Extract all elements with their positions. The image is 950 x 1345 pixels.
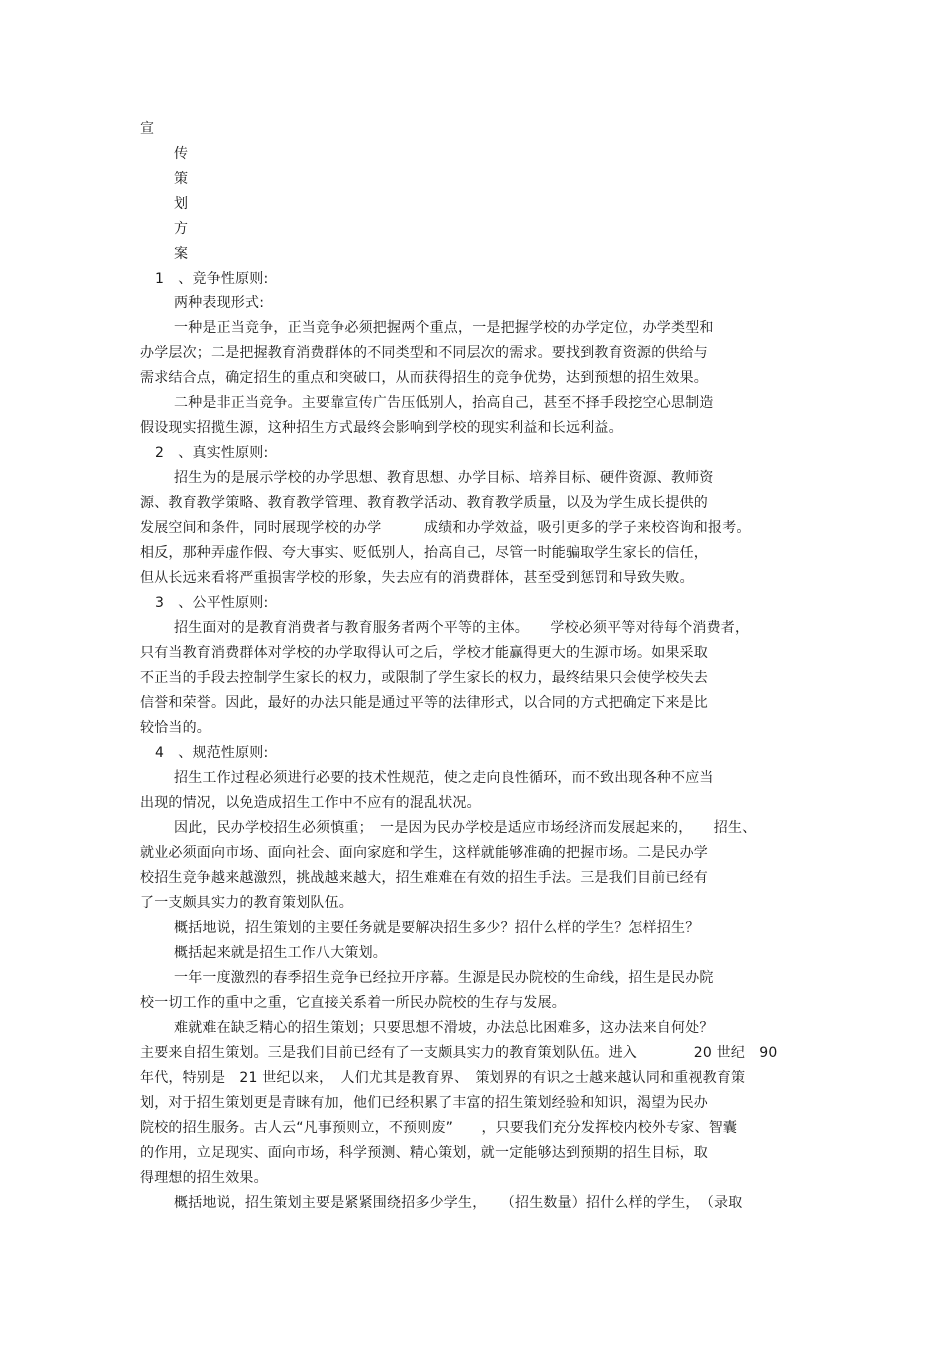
text-line: 招生为的是展示学校的办学思想、教育思想、办学目标、培养目标、硬件资源、教师资 — [174, 470, 714, 486]
title-char: 策 — [174, 171, 189, 187]
text-line: 办学层次；二是把握教育消费群体的不同类型和不同层次的需求。要找到教育资源的供给与 — [140, 345, 708, 361]
text-line: 一年一度激烈的春季招生竞争已经拉开序幕。生源是民办院校的生命线，招生是民办院 — [174, 970, 714, 986]
text-line: 因此，民办学校招生必须慎重； 一是因为民办学校是适应市场经济而发展起来的， 招生、 — [174, 820, 757, 836]
text-line: 较恰当的。 — [140, 720, 211, 736]
title-char: 宣 — [140, 121, 155, 137]
text-line: 出现的情况，以免造成招生工作中不应有的混乱状况。 — [140, 795, 481, 811]
text-line: 需求结合点，确定招生的重点和突破口，从而获得招生的竞争优势，达到预想的招生效果。 — [140, 370, 708, 386]
text-line: 发展空间和条件，同时展现学校的办学 成绩和办学效益，吸引更多的学子来校咨询和报考。 — [140, 520, 751, 536]
text-line: 了一支颇具实力的教育策划队伍。 — [140, 895, 353, 911]
text-line: 两种表现形式: — [174, 295, 265, 311]
text-line: 招生面对的是教育消费者与教育服务者两个平等的主体。 学校必须平等对待每个消费者， — [174, 620, 750, 636]
section-heading: 4 、规范性原则: — [155, 745, 269, 761]
title-char: 传 — [174, 146, 189, 162]
text-line: 主要来自招生策划。三是我们目前已经有了一支颇具实力的教育策划队伍。进入 20 世纪 90 — [140, 1045, 778, 1061]
section-heading: 3 、公平性原则: — [155, 595, 269, 611]
text-line: 信誉和荣誉。因此，最好的办法只能是通过平等的法律形式，以合同的方式把确定下来是比 — [140, 695, 708, 711]
text-line: 校一切工作的重中之重，它直接关系着一所民办院校的生存与发展。 — [140, 995, 566, 1011]
text-line: 得理想的招生效果。 — [140, 1170, 268, 1186]
text-line: 二种是非正当竞争。主要靠宣传广告压低别人，抬高自己，甚至不择手段挖空心思制造 — [174, 395, 714, 411]
text-line: 划，对于招生策划更是青睐有加，他们已经积累了丰富的招生策划经验和知识，渴望为民办 — [140, 1095, 708, 1111]
section-heading: 2 、真实性原则: — [155, 445, 269, 461]
text-line: 校招生竞争越来越激烈，挑战越来越大，招生难难在有效的招生手法。三是我们目前已经有 — [140, 870, 708, 886]
text-line: 相反，那种弄虚作假、夸大事实、贬低别人，抬高自己，尽管一时能骗取学生家长的信任， — [140, 545, 708, 561]
text-line: 但从长远来看将严重损害学校的形象，失去应有的消费群体，甚至受到惩罚和导致失败。 — [140, 570, 694, 586]
text-line: 的作用，立足现实、面向市场，科学预测、精心策划，就一定能够达到预期的招生目标，取 — [140, 1145, 708, 1161]
text-line: 源、教育教学策略、教育教学管理、教育教学活动、教育教学质量，以及为学生成长提供的 — [140, 495, 708, 511]
text-line: 招生工作过程必须进行必要的技术性规范，使之走向良性循环，而不致出现各种不应当 — [174, 770, 714, 786]
text-line: 概括地说，招生策划主要是紧紧围绕招多少学生， （招生数量）招什么样的学生， （录取 — [174, 1195, 743, 1211]
title-char: 案 — [174, 246, 189, 262]
title-char: 方 — [174, 221, 189, 237]
text-line: 只有当教育消费群体对学校的办学取得认可之后，学校才能赢得更大的生源市场。如果采取 — [140, 645, 708, 661]
text-line: 概括起来就是招生工作八大策划。 — [174, 945, 387, 961]
title-char: 划 — [174, 196, 189, 212]
text-line: 就业必须面向市场、面向社会、面向家庭和学生，这样就能够准确的把握市场。二是民办学 — [140, 845, 708, 861]
text-line: 不正当的手段去控制学生家长的权力，或限制了学生家长的权力，最终结果只会使学校失去 — [140, 670, 708, 686]
text-line: 院校的招生服务。古人云“凡事预则立，不预则废” ，只要我们充分发挥校内校外专家、智囊 — [140, 1120, 738, 1136]
text-line: 概括地说，招生策划的主要任务就是要解决招生多少？招什么样的学生？怎样招生？ — [174, 920, 700, 936]
text-line: 假设现实招揽生源，这种招生方式最终会影响到学校的现实利益和长远利益。 — [140, 420, 623, 436]
section-heading: 1 、竞争性原则: — [155, 271, 269, 287]
text-line: 一种是正当竞争，正当竞争必须把握两个重点，一是把握学校的办学定位，办学类型和 — [174, 320, 714, 336]
text-line: 难就难在缺乏精心的招生策划；只要思想不滑坡，办法总比困难多，这办法来自何处？ — [174, 1020, 714, 1036]
text-line: 年代，特别是 21 世纪以来， 人们尤其是教育界、 策划界的有识之士越来越认同和重视教育策 — [140, 1070, 746, 1086]
